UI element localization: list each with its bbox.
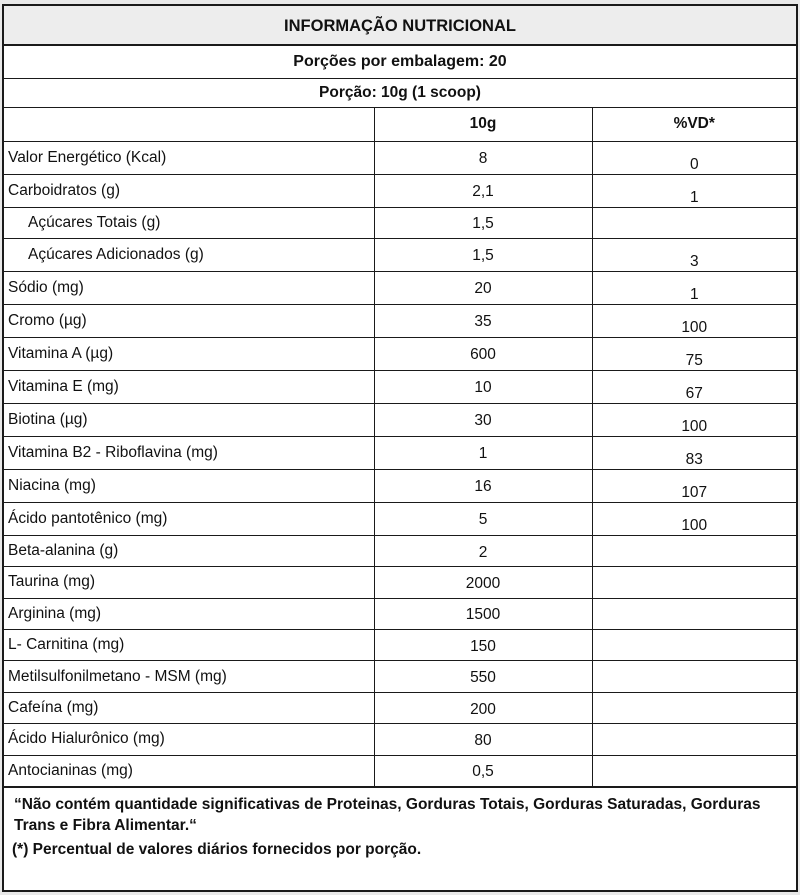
nutrient-amount: 550 xyxy=(374,661,592,692)
nutrient-name: Taurina (mg) xyxy=(4,567,374,598)
nutrient-dv xyxy=(592,598,796,629)
nutrient-name: Cromo (µg) xyxy=(4,304,374,337)
table-row xyxy=(4,141,796,174)
nutrient-amount: 1,5 xyxy=(374,207,592,238)
nutrient-name: Ácido Hialurônico (mg) xyxy=(4,724,374,755)
nutrient-amount: 35 xyxy=(374,304,592,337)
nutrient-name: Sódio (mg) xyxy=(4,271,374,304)
nutrient-amount: 600 xyxy=(374,337,592,370)
table-row xyxy=(4,174,796,207)
table-row xyxy=(4,661,796,692)
nutrient-name: Açúcares Totais (g) xyxy=(4,207,374,238)
servings-per-package: Porções por embalagem: 20 xyxy=(4,46,796,79)
nutrient-dv xyxy=(592,755,796,786)
nutrient-name: Valor Energético (Kcal) xyxy=(4,141,374,174)
nutrient-amount: 16 xyxy=(374,469,592,502)
nutrient-dv: 83 xyxy=(592,436,796,469)
nutrient-dv xyxy=(592,535,796,566)
table-header-row xyxy=(4,108,796,141)
nutrient-dv: 0 xyxy=(592,141,796,174)
nutrient-name: Carboidratos (g) xyxy=(4,174,374,207)
nutrient-dv xyxy=(592,661,796,692)
footnotes xyxy=(4,787,796,860)
nutrient-dv: 100 xyxy=(592,403,796,436)
nutrient-name: Cafeína (mg) xyxy=(4,692,374,723)
nutrient-amount: 1 xyxy=(374,436,592,469)
nutrient-amount: 20 xyxy=(374,271,592,304)
nutrient-dv: 100 xyxy=(592,502,796,535)
nutrition-label xyxy=(2,4,798,892)
table-row xyxy=(4,692,796,723)
nutrient-amount: 5 xyxy=(374,502,592,535)
nutrient-dv: 75 xyxy=(592,337,796,370)
nutrient-dv xyxy=(592,692,796,723)
table-row xyxy=(4,755,796,786)
nutrient-amount: 10 xyxy=(374,370,592,403)
nutrient-amount: 2000 xyxy=(374,567,592,598)
nutrient-name: Niacina (mg) xyxy=(4,469,374,502)
not-significant-note: “Não contém quantidade significativas de Proteinas, Gorduras Totais, Gorduras Saturadas, Gorduras Trans e Fibra Alimentar.“ xyxy=(14,796,761,835)
nutrient-dv: 1 xyxy=(592,174,796,207)
table-row xyxy=(4,436,796,469)
nutrient-amount: 1,5 xyxy=(374,238,592,271)
dv-footnote: (*) Percentual de valores diários fornecidos por porção. xyxy=(12,841,422,859)
nutrient-amount: 80 xyxy=(374,724,592,755)
table-row xyxy=(4,724,796,755)
nutrient-dv xyxy=(592,724,796,755)
nutrient-name: Açúcares Adicionados (g) xyxy=(4,238,374,271)
table-row xyxy=(4,630,796,661)
table-row xyxy=(4,535,796,566)
nutrient-name: Arginina (mg) xyxy=(4,598,374,629)
table-row xyxy=(4,502,796,535)
table-row xyxy=(4,469,796,502)
header-nutrient xyxy=(4,108,374,141)
table-row xyxy=(4,207,796,238)
nutrient-dv xyxy=(592,630,796,661)
nutrient-dv: 3 xyxy=(592,238,796,271)
nutrient-dv: 1 xyxy=(592,271,796,304)
nutrient-dv: 107 xyxy=(592,469,796,502)
nutrient-dv xyxy=(592,207,796,238)
serving-size: Porção: 10g (1 scoop) xyxy=(4,79,796,108)
table-row xyxy=(4,567,796,598)
nutrient-dv: 100 xyxy=(592,304,796,337)
nutrient-name: Antocianinas (mg) xyxy=(4,755,374,786)
table-row xyxy=(4,304,796,337)
nutrient-amount: 2,1 xyxy=(374,174,592,207)
header-amount: 10g xyxy=(374,108,592,141)
nutrient-amount: 1500 xyxy=(374,598,592,629)
nutrient-dv: 67 xyxy=(592,370,796,403)
header-dv: %VD* xyxy=(592,108,796,141)
nutrient-amount: 2 xyxy=(374,535,592,566)
nutrient-name: Metilsulfonilmetano - MSM (mg) xyxy=(4,661,374,692)
nutrition-table xyxy=(4,108,796,787)
nutrient-dv xyxy=(592,567,796,598)
nutrient-name: Vitamina E (mg) xyxy=(4,370,374,403)
label-title: INFORMAÇÃO NUTRICIONAL xyxy=(4,6,796,46)
nutrient-amount: 0,5 xyxy=(374,755,592,786)
nutrient-amount: 30 xyxy=(374,403,592,436)
nutrient-name: Vitamina B2 - Riboflavina (mg) xyxy=(4,436,374,469)
nutrient-amount: 150 xyxy=(374,630,592,661)
nutrient-amount: 200 xyxy=(374,692,592,723)
table-row xyxy=(4,271,796,304)
table-row xyxy=(4,337,796,370)
table-row xyxy=(4,598,796,629)
nutrient-amount: 8 xyxy=(374,141,592,174)
nutrient-name: L- Carnitina (mg) xyxy=(4,630,374,661)
table-row xyxy=(4,403,796,436)
table-row xyxy=(4,370,796,403)
nutrient-name: Biotina (µg) xyxy=(4,403,374,436)
table-row xyxy=(4,238,796,271)
nutrient-name: Beta-alanina (g) xyxy=(4,535,374,566)
nutrient-name: Vitamina A (µg) xyxy=(4,337,374,370)
nutrient-rows xyxy=(4,141,796,787)
nutrient-name: Ácido pantotênico (mg) xyxy=(4,502,374,535)
